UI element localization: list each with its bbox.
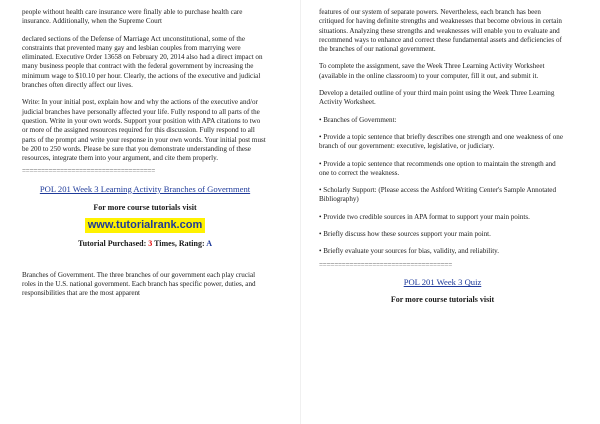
bullet-discuss: • Briefly discuss how these sources support your main point. xyxy=(319,230,491,239)
right-more-tutorials-text: For more course tutorials visit xyxy=(390,295,495,305)
bullet-topic-recommend: • Provide a topic sentence that recommends one option to maintain the strength and one to correct the weakness. xyxy=(319,159,556,177)
bullet-scholarly-support: • Scholarly Support: (Please access the Ashford Writing Center's Sample Annotated Bibliography) xyxy=(319,186,556,204)
rating-value: A xyxy=(206,239,212,249)
left-divider: =================================== xyxy=(22,167,156,176)
left-paragraph-1: people without health care insurance were finally able to purchase health care insurance. Additionally, when the Supreme Court xyxy=(22,8,243,26)
tutorial-purchased-line xyxy=(22,239,268,248)
bullet-evaluate: • Briefly evaluate your sources for bias, validity, and reliability. xyxy=(319,247,500,256)
purchased-count: 3 xyxy=(148,239,153,249)
more-tutorials-text: For more course tutorials visit xyxy=(93,203,197,213)
bullet-branches: • Branches of Government: xyxy=(319,115,397,124)
right-paragraph-2: To complete the assignment, save the Week Three Learning Activity Worksheet (available in the online classroom) to your computer, fill it out, and submit it. xyxy=(319,62,545,80)
course-link-branches[interactable]: POL 201 Week 3 Learning Activity Branches of Government xyxy=(39,183,251,194)
purchased-prefix: Tutorial Purchased: xyxy=(78,239,149,249)
left-paragraph-2: declared sections of the Defense of Marriage Act unconstitutional, some of the constraints that prevented many gay and lesbian couples from marrying were eliminated. Executive Order 13658 on February 20, 2014 also had a direct impact on many business people that contract with the federal government by increasing the minimum wage to $10.10 per hour. Clearly, the actions of the executive and judicial branches often directly affect our lives. xyxy=(22,34,263,90)
left-paragraph-4: Branches of Government. The three branches of our government each play crucial roles in the U.S. national government. Each branch has specific power, duties, and responsibilities that are the most apparent xyxy=(22,270,256,298)
right-paragraph-1: features of our system of separate powers. Nevertheless, each branch has been critiqued for having definite strengths and weaknesses that become obvious in certain situations. Analyzing these strengths and weaknesses will enable you to evaluate and recommend ways to enhance and correct these fundamental assets and deficiencies of the branches of our national government. xyxy=(319,8,562,54)
purchased-mid: Times, Rating: xyxy=(152,239,207,249)
bullet-topic-strength: • Provide a topic sentence that briefly describes one strength and one weakness of one branch of our government: executive, legislative, or judiciary. xyxy=(319,132,563,151)
right-page xyxy=(300,0,600,424)
tutorialrank-banner[interactable]: www.tutorialrank.com xyxy=(85,218,206,233)
right-paragraph-3: Develop a detailed outline of your third main point using the Week Three Learning Activity Worksheet. xyxy=(319,89,555,107)
left-paragraph-3: Write: In your initial post, explain how and why the actions of the executive and/or judicial branches have personally affected your life. Fully respond to all parts of the question. Write in your own words. Support your position with APA citations to two or more of the assigned resources required for this discussion. Fully respond to all parts of the prompt and write your response in your own words. Your initial post must be 200 to 250 words. Please be sure that you demonstrate understanding of these resources, integrate them into your argument, and cite them properly. xyxy=(22,98,266,163)
course-link-quiz[interactable]: POL 201 Week 3 Quiz xyxy=(403,276,482,287)
bullet-sources: • Provide two credible sources in APA format to support your main points. xyxy=(319,212,530,221)
right-divider: =================================== xyxy=(319,260,453,269)
